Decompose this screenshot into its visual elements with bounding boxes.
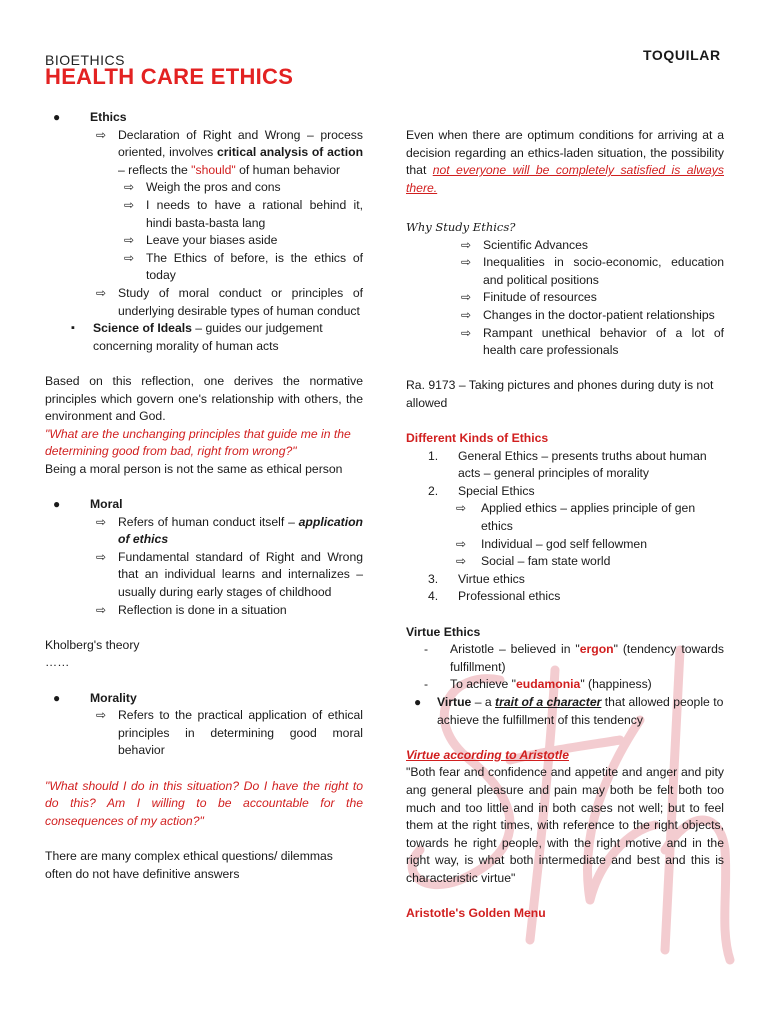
arrow-icon: ⇨ [96, 514, 107, 529]
bullet-icon: ● [414, 695, 422, 709]
moral-item: ⇨ Reflection is done in a situation [96, 602, 363, 620]
kinds-item: 1. General Ethics – presents truths about human acts – general principles of morality [428, 448, 707, 481]
arrow-icon: ⇨ [124, 180, 135, 195]
morality-item: ⇨ Refers to the practical application of ethical principles in determining good moral behavior [96, 707, 363, 760]
bullet-icon: ● [53, 110, 61, 124]
quote: "What should I do in this situation? Do I have the right to do this? Am I willing to be accountable for the consequences of my action?" [45, 778, 363, 828]
why-item: ⇨ Changes in the doctor-patient relationships [461, 307, 724, 325]
header-author: TOQUILAR [643, 47, 721, 63]
arrow-icon: ⇨ [124, 197, 135, 212]
moral-item: ⇨ Refers of human conduct itself – application of ethics [96, 514, 363, 549]
kholberg-label: Kholberg's theory [45, 637, 140, 652]
arrow-icon: ⇨ [96, 708, 107, 723]
science-of-ideals: ▪ Science of Ideals – guides our judgement concerning morality of human acts [71, 320, 363, 355]
morality-heading: ● Morality [53, 690, 363, 708]
right-column [406, 127, 724, 923]
virtue-item: ● Virtue – a trait of a character that allowed people to achieve the fulfillment of this tendency [414, 694, 724, 729]
paragraph: Being a moral person is not the same as ethical person [45, 461, 343, 476]
paragraph: Ra. 9173 – Taking pictures and phones during duty is not allowed [406, 378, 714, 410]
arrow-icon: ⇨ [124, 250, 135, 265]
special-item: ⇨ Individual – god self fellowmen [456, 536, 724, 554]
header-title: HEALTH CARE ETHICS [45, 64, 294, 89]
arrow-icon: ⇨ [461, 290, 472, 305]
bullet-icon: ● [53, 497, 61, 512]
bullet-icon: ● [53, 690, 61, 705]
paragraph: Even when there are optimum conditions for arriving at a decision regarding an ethics-laden situation, the possibility that not everyone will be completely satisfied is always there. [406, 128, 724, 195]
dash-icon: - [424, 677, 429, 692]
ethics-sub-item: ⇨ The Ethics of before, is the ethics of today [124, 250, 363, 285]
moral-heading: ● Moral [53, 496, 363, 514]
arrow-icon: ⇨ [461, 325, 472, 340]
arrow-icon: ⇨ [456, 554, 467, 569]
virtue-item: - To achieve "eudamonia" (happiness) [424, 676, 724, 694]
section-heading: Virtue according to Aristotle [406, 747, 569, 762]
section-heading: Aristotle's Golden Menu [406, 906, 546, 921]
kinds-item: 2. Special Ethics [428, 483, 535, 498]
ethics-sub-item: ⇨ Leave your biases aside [124, 232, 363, 250]
special-item: ⇨ Applied ethics – applies principle of gen ethics [456, 500, 724, 535]
dash-icon: - [424, 642, 429, 657]
quote: "What are the unchanging principles that guide me in the determining good from bad, right from wrong?" [45, 426, 351, 459]
arrow-icon: ⇨ [96, 285, 107, 300]
kinds-item: 4. Professional ethics [428, 589, 561, 604]
arrow-icon: ⇨ [124, 233, 135, 248]
ethics-definition-1: ⇨ Declaration of Right and Wrong – process oriented, involves critical analysis of action – reflects the "should" of human behavior [96, 127, 363, 180]
ethics-sub-item: ⇨ Weigh the pros and cons [124, 179, 363, 197]
left-column [45, 109, 363, 883]
special-item: ⇨ Social – fam state world [456, 553, 724, 571]
virtue-item: - Aristotle – believed in "ergon" (tendency towards fulfillment) [424, 641, 724, 676]
moral-item: ⇨ Fundamental standard of Right and Wrong that an individual learns and internalizes – usually during early stages of childhood [96, 549, 363, 602]
why-item: ⇨ Inequalities in socio-economic, education and political positions [461, 254, 724, 289]
arrow-icon: ⇨ [461, 237, 472, 252]
header-subtitle: BIOETHICS [45, 52, 125, 68]
arrow-icon: ⇨ [456, 536, 467, 551]
ethics-definition-2: ⇨ Study of moral conduct or principles of underlying desirable types of human conduct [96, 285, 363, 320]
kinds-item: 3. Virtue ethics [428, 571, 525, 586]
section-heading: Virtue Ethics [406, 624, 481, 639]
arrow-icon: ⇨ [96, 549, 107, 564]
why-item: ⇨ Finitude of resources [461, 289, 724, 307]
square-bullet-icon: ▪ [71, 322, 75, 335]
ethics-sub-item: ⇨ I needs to have a rational behind it, hindi basta-basta lang [124, 197, 363, 232]
ethics-heading: ● Ethics [53, 109, 363, 127]
arrow-icon: ⇨ [461, 255, 472, 270]
arrow-icon: ⇨ [96, 602, 107, 617]
why-item: ⇨ Rampant unethical behavior of a lot of health care professionals [461, 325, 724, 360]
arrow-icon: ⇨ [456, 501, 467, 516]
quote: "Both fear and confidence and appetite and anger and pity ang general pleasure and pain may both be felt both too much and too little and in both cases not well; but to feel them at the right times, with reference to the right objects, towards he right people, with the right motive and in the right way, is what both intermediate and best and this is characteristic virtue" [406, 765, 724, 885]
why-item: ⇨ Scientific Advances [461, 237, 724, 255]
paragraph: Based on this reflection, one derives the normative principles which govern one's relationship with others, the environment and God. [45, 373, 363, 424]
section-heading: Why Study Ethics? [406, 219, 516, 234]
arrow-icon: ⇨ [461, 307, 472, 322]
ellipsis: …… [45, 655, 70, 670]
arrow-icon: ⇨ [96, 127, 107, 142]
paragraph: There are many complex ethical questions/ dilemmas often do not have definitive answers [45, 848, 333, 881]
section-heading: Different Kinds of Ethics [406, 431, 549, 446]
